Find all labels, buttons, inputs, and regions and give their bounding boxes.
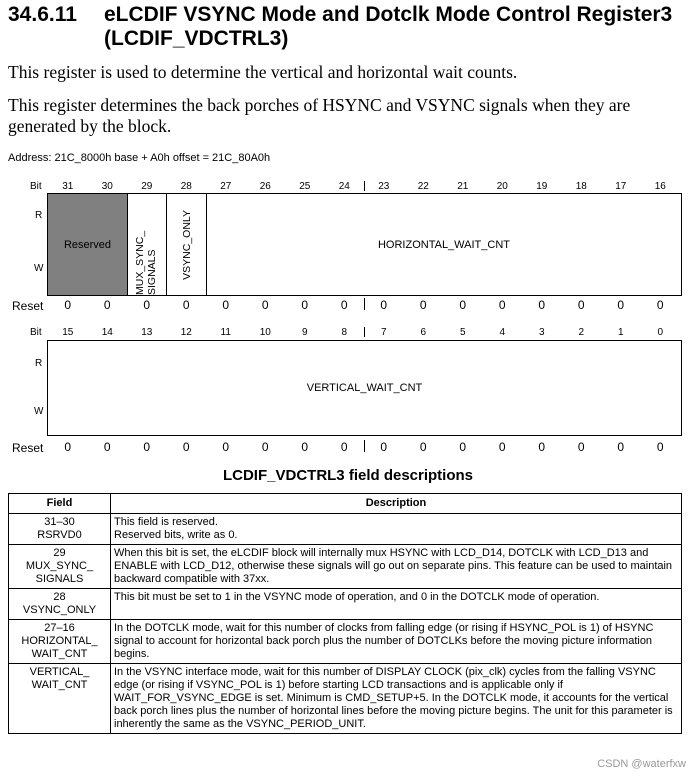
register-address: Address: 21C_8000h base + A0h offset = 21C_80A0h bbox=[8, 152, 271, 164]
table-row bbox=[9, 589, 682, 620]
reserved-field bbox=[48, 194, 127, 295]
mux-sync-signals-label: MUX_SYNC_ SIGNALS bbox=[134, 230, 158, 295]
reset-value: 0 bbox=[143, 298, 151, 312]
reset-value: 0 bbox=[459, 298, 467, 312]
bit-number: 0 bbox=[657, 327, 664, 338]
byte-tick bbox=[364, 327, 365, 337]
bit-number: 21 bbox=[457, 181, 469, 192]
reset-value: 0 bbox=[419, 440, 427, 454]
watermark: CSDN @waterfxw bbox=[597, 758, 686, 770]
reset-value: 0 bbox=[538, 298, 546, 312]
bit-number: 1 bbox=[617, 327, 624, 338]
field-column-header: Field bbox=[9, 494, 111, 514]
section-title bbox=[8, 3, 688, 51]
field-name: VSYNC_ONLY bbox=[22, 604, 97, 616]
field-bits: 31–30 bbox=[44, 516, 75, 528]
reset-value: 0 bbox=[261, 440, 269, 454]
reset-value: 0 bbox=[64, 298, 72, 312]
w-label-upper: W bbox=[34, 263, 44, 274]
byte-tick bbox=[364, 298, 365, 310]
field-name: HORIZONTAL_ WAIT_CNT bbox=[21, 635, 98, 660]
table-row bbox=[9, 664, 682, 734]
reset-value: 0 bbox=[380, 298, 388, 312]
table-row bbox=[9, 514, 682, 545]
horizontal-wait-cnt-label: HORIZONTAL_WAIT_CNT bbox=[377, 238, 510, 251]
bit-number: 20 bbox=[496, 181, 508, 192]
field-cell bbox=[9, 664, 111, 734]
table-caption: LCDIF_VDCTRL3 field descriptions bbox=[222, 467, 474, 484]
table-body bbox=[9, 514, 682, 734]
reset-value: 0 bbox=[301, 440, 309, 454]
bit-number: 31 bbox=[62, 181, 74, 192]
reset-value: 0 bbox=[380, 440, 388, 454]
bit-number: 9 bbox=[301, 327, 308, 338]
table-row bbox=[9, 620, 682, 664]
reset-value: 0 bbox=[64, 440, 72, 454]
horizontal-wait-cnt-field bbox=[207, 194, 681, 295]
bit-number: 10 bbox=[259, 327, 271, 338]
reset-value: 0 bbox=[143, 440, 151, 454]
bit-number: 25 bbox=[299, 181, 311, 192]
reset-value: 0 bbox=[103, 440, 111, 454]
reset-value: 0 bbox=[261, 298, 269, 312]
bit-number: 11 bbox=[220, 327, 231, 338]
w-label-lower: W bbox=[34, 406, 44, 417]
byte-tick bbox=[364, 440, 365, 452]
byte-tick bbox=[364, 181, 365, 191]
bit-number: 8 bbox=[341, 327, 348, 338]
reset-value: 0 bbox=[182, 440, 190, 454]
field-description: In the VSYNC interface mode, wait for this number of DISPLAY CLOCK (pix_clk) cycles from the falling VSYNC edge (or rising if VSYNC_POL is 1) before starting LCD transactions and is applicable only if WAIT_FOR_VSYNC_EDGE is set. Minimum is CMD_SETUP+5. In the DOTCLK mode, it accounts for the vertical back porch lines plus the number of horizontal lines before the moving picture begins. The unit for this parameter is inherently the same as the VSYNC_PERIOD_UNIT. bbox=[111, 664, 682, 734]
reset-value: 0 bbox=[419, 298, 427, 312]
bit-number: 7 bbox=[380, 327, 387, 338]
title-line2: (LCDIF_VDCTRL3) bbox=[104, 27, 289, 50]
bit-number: 18 bbox=[575, 181, 587, 192]
bit-label-lower: Bit bbox=[30, 327, 42, 338]
bit-number: 22 bbox=[417, 181, 429, 192]
field-bits: 29 bbox=[53, 547, 66, 559]
field-name: VERTICAL_ WAIT_CNT bbox=[29, 666, 90, 691]
reset-value: 0 bbox=[656, 298, 664, 312]
field-cell bbox=[9, 545, 111, 589]
bit-number: 29 bbox=[141, 181, 153, 192]
field-description: In the DOTCLK mode, wait for this number of clocks from falling edge (or rising if HSYNC_POL is 1) of HSYNC signal to account for horizontal back porch plus the number of DOTCLKs before the moving picture information begins. bbox=[111, 620, 682, 664]
bit-number: 13 bbox=[141, 327, 153, 338]
r-label-lower: R bbox=[35, 358, 43, 369]
bit-number: 2 bbox=[578, 327, 585, 338]
reset-label-lower: Reset bbox=[12, 441, 44, 455]
field-name: RSRVD0 bbox=[37, 529, 82, 541]
field-cell bbox=[9, 589, 111, 620]
field-cell bbox=[9, 514, 111, 545]
reset-value: 0 bbox=[222, 298, 230, 312]
bit-number: 5 bbox=[459, 327, 466, 338]
bit-number: 15 bbox=[62, 327, 74, 338]
bit-number: 17 bbox=[615, 181, 627, 192]
bit-number: 12 bbox=[180, 327, 192, 338]
reset-value: 0 bbox=[577, 440, 585, 454]
reset-value: 0 bbox=[617, 298, 625, 312]
description-p1: This register is used to determine the vertical and horizontal wait counts. bbox=[8, 62, 518, 82]
bit-number: 27 bbox=[220, 181, 232, 192]
bit-number: 23 bbox=[378, 181, 390, 192]
bit-number: 26 bbox=[259, 181, 271, 192]
vertical-wait-cnt-label: VERTICAL_WAIT_CNT bbox=[306, 382, 423, 394]
section-number: 34.6.11 bbox=[8, 3, 77, 26]
table-header-row bbox=[9, 494, 682, 514]
reset-value: 0 bbox=[222, 440, 230, 454]
reset-value: 0 bbox=[301, 298, 309, 312]
title-line1: eLCDIF VSYNC Mode and Dotclk Mode Control Register3 bbox=[104, 3, 673, 26]
field-bits: 27–16 bbox=[44, 622, 75, 634]
bit-number: 19 bbox=[536, 181, 548, 192]
reset-value: 0 bbox=[103, 298, 111, 312]
bit-number: 24 bbox=[338, 181, 350, 192]
reset-value: 0 bbox=[577, 298, 585, 312]
reset-value: 0 bbox=[459, 440, 467, 454]
mux-sync-signals-field bbox=[128, 194, 166, 295]
bit-number: 16 bbox=[654, 181, 666, 192]
bit-number: 28 bbox=[180, 181, 192, 192]
reset-value: 0 bbox=[182, 298, 190, 312]
r-label-upper: R bbox=[35, 210, 43, 221]
description-column-header: Description bbox=[111, 494, 682, 514]
bit-number: 30 bbox=[101, 181, 113, 192]
field-description: This field is reserved. Reserved bits, write as 0. bbox=[111, 514, 682, 545]
reset-value: 0 bbox=[656, 440, 664, 454]
reserved-label: Reserved bbox=[63, 238, 112, 251]
table-row bbox=[9, 545, 682, 589]
bit-label-upper: Bit bbox=[30, 181, 42, 192]
field-description: When this bit is set, the eLCDIF block will internally mux HSYNC with LCD_D14, DOTCLK with LCD_D13 and ENABLE with LCD_D12, otherwise these signals will go out on separate pins. This feature can be used to maintain backward compatible with 37xx. bbox=[111, 545, 682, 589]
reset-value: 0 bbox=[498, 440, 506, 454]
reset-value: 0 bbox=[498, 298, 506, 312]
field-bits: 28 bbox=[53, 591, 66, 603]
reset-value: 0 bbox=[340, 440, 348, 454]
reset-value: 0 bbox=[617, 440, 625, 454]
description-p2: This register determines the back porches of HSYNC and VSYNC signals when they are generated by the block. bbox=[8, 95, 631, 136]
reset-value: 0 bbox=[340, 298, 348, 312]
reset-value: 0 bbox=[538, 440, 546, 454]
vsync-only-field bbox=[167, 194, 206, 295]
bit-number: 6 bbox=[420, 327, 427, 338]
field-description: This bit must be set to 1 in the VSYNC mode of operation, and 0 in the DOTCLK mode of operation. bbox=[111, 589, 682, 620]
vsync-only-label: VSYNC_ONLY bbox=[180, 209, 193, 280]
bit-number: 14 bbox=[101, 327, 113, 338]
vertical-wait-cnt-field bbox=[48, 341, 681, 435]
bit-number: 4 bbox=[499, 327, 506, 338]
bit-number: 3 bbox=[538, 327, 545, 338]
field-cell bbox=[9, 620, 111, 664]
field-descriptions-table bbox=[8, 493, 682, 734]
field-name: MUX_SYNC_ SIGNALS bbox=[25, 560, 94, 585]
reset-label-upper: Reset bbox=[12, 299, 44, 313]
